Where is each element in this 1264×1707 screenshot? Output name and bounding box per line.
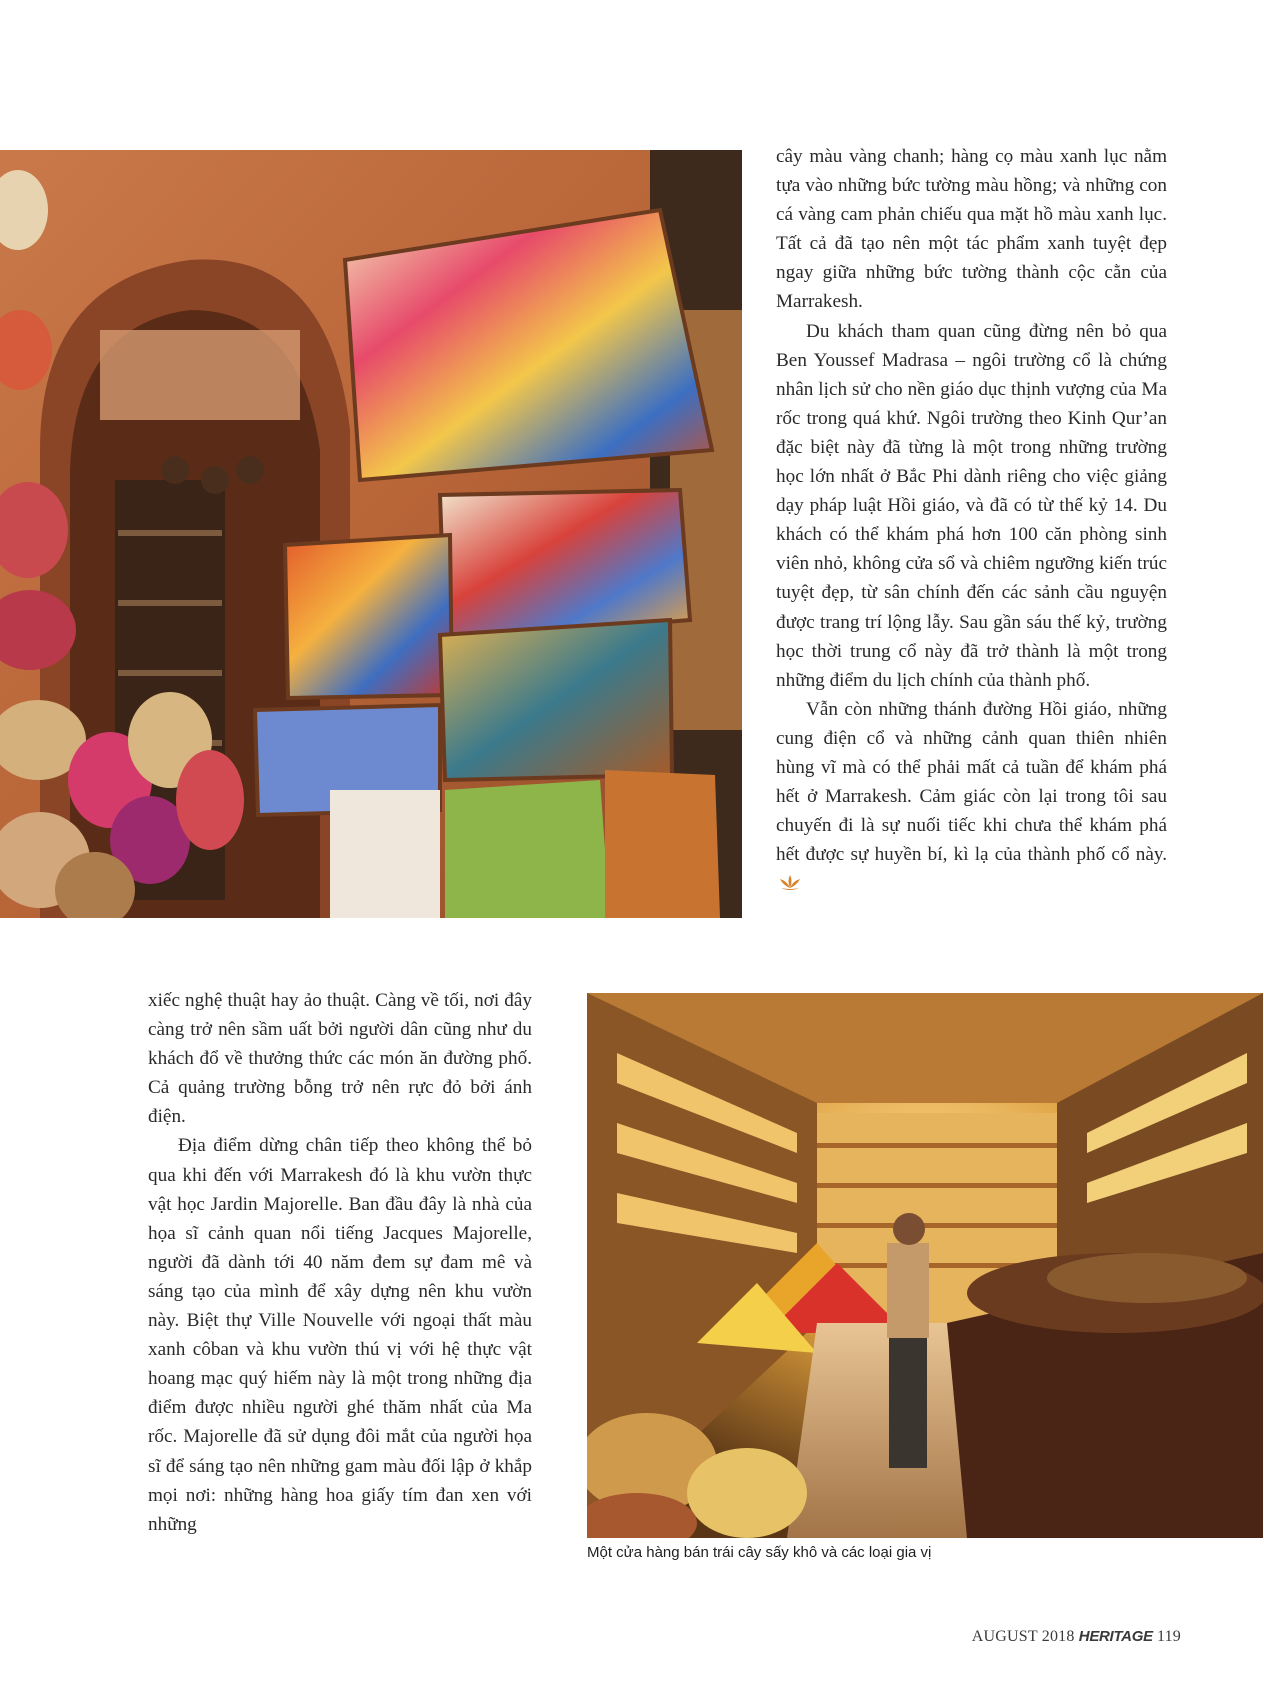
issue-date: AUGUST 2018	[971, 1628, 1075, 1645]
lotus-end-mark-icon	[778, 873, 802, 891]
paragraph	[776, 695, 1167, 899]
paragraph-text: Vẫn còn những thánh đường Hồi giáo, những cung điện cổ và những cảnh quan thiên nhiên hùng vĩ mà có thể phải mất cả tuần để khám phá hết ở Marrakesh. Cảm giác còn lại trong tôi sau chuyến đi là sự nuối tiếc khi chưa thể khám phá hết được sự huyền bí, kì lạ của thành phố cổ này.	[776, 698, 1167, 866]
paragraph: cây màu vàng chanh; hàng cọ màu xanh lục nằm tựa vào những bức tường màu hồng; và những con cá vàng cam phản chiếu qua mặt hồ màu xanh lục. Tất cả đã tạo nên một tác phẩm xanh tuyệt đẹp ngay giữa những bức tường thành cộc cằn của Marrakesh.	[776, 146, 1167, 313]
paragraph: xiếc nghệ thuật hay ảo thuật. Càng về tối, nơi đây càng trở nên sầm uất bởi người dân cũng như du khách đổ về thưởng thức các món ăn đường phố. Cả quảng trường bỗng trở nên rực đỏ bởi ánh điện.	[148, 990, 532, 1128]
paragraph: Địa điểm dừng chân tiếp theo không thể bỏ qua khi đến với Marrakesh đó là khu vườn thực vật học Jardin Majorelle. Ban đầu đây là nhà của họa sĩ cảnh quan nổi tiếng Jacques Majorelle, người đã dành tới 40 năm đem sự đam mê và sáng tạo của mình để xây dựng nên khu vườn này. Biệt thự Ville Nouvelle với ngoại thất màu xanh côban và khu vườn thú vị với hệ thực vật hoang mạc quý hiếm này là một trong những địa điểm được nhiều người ghé thăm nhất của Ma rốc. Majorelle đã sử dụng đôi mắt của người họa sĩ để sáng tạo nên những gam màu đối lập ở khắp mọi nơi: những hàng hoa giấy tím đan xen với những	[148, 1135, 532, 1535]
magazine-brand: HERITAGE	[1078, 1628, 1153, 1645]
article-column-right	[776, 142, 1167, 898]
article-column-left	[148, 986, 532, 1539]
paintings-market-photo	[0, 150, 742, 918]
spice-shop-photo	[587, 993, 1263, 1538]
page-footer	[972, 1628, 1181, 1646]
photo-caption: Một cửa hàng bán trái cây sấy khô và các loại gia vị	[587, 1544, 932, 1561]
paragraph: Du khách tham quan cũng đừng nên bỏ qua Ben Youssef Madrasa – ngôi trường cổ là chứng nhân lịch sử cho nền giáo dục thịnh vượng của Ma rốc trong quá khứ. Ngôi trường theo Kinh Qur’an đặc biệt này đã từng là một trong những trường học lớn nhất ở Bắc Phi dành riêng cho việc giảng dạy pháp luật Hồi giáo, và đã có từ thế kỷ 14. Du khách có thể khám phá hơn 100 căn phòng sinh viên nhỏ, không cửa sổ và chiêm ngưỡng kiến trúc tuyệt đẹp, từ sân chính đến các sảnh cầu nguyện được trang trí lộng lẫy. Sau gần sáu thế kỷ, trường học thời trung cổ này đã trở thành là một trong những điểm du lịch chính của thành phố.	[776, 320, 1167, 691]
page-number: 119	[1156, 1628, 1181, 1645]
